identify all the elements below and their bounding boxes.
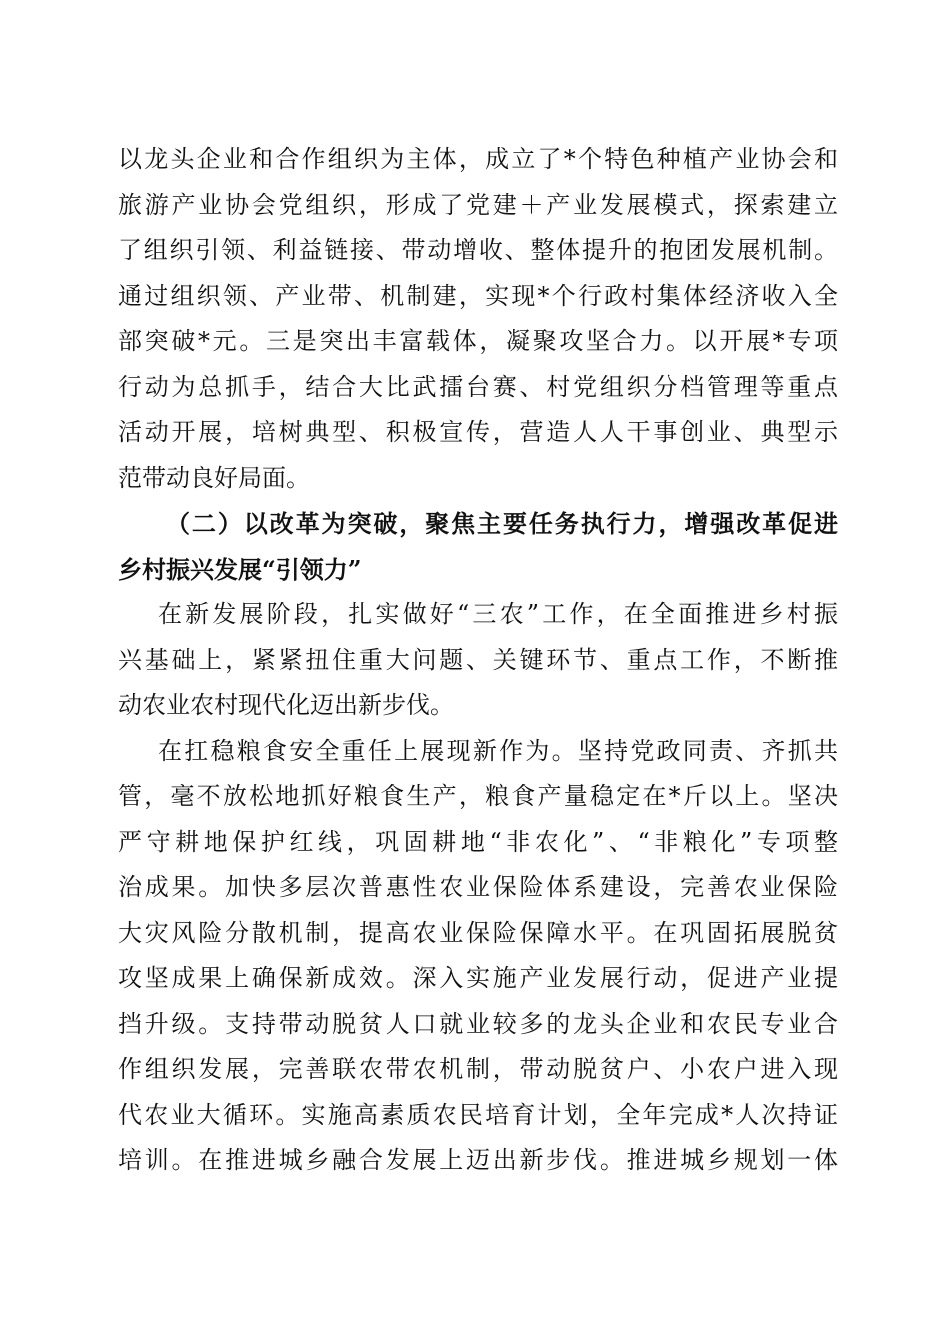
text-line: 代农业大循环。实施高素质农民培育计划，全年完成*人次持证 bbox=[118, 1100, 838, 1129]
text-line: 通过组织领、产业带、机制建，实现*个行政村集体经济收入全 bbox=[118, 281, 838, 310]
text-line: 旅游产业协会党组织，形成了党建＋产业发展模式，探索建立 bbox=[118, 190, 838, 219]
text-line: 以龙头企业和合作组织为主体，成立了*个特色种植产业协会和 bbox=[118, 145, 838, 173]
text-line: 治成果。加快多层次普惠性农业保险体系建设，完善农业保险 bbox=[118, 873, 838, 901]
text-line: 攻坚成果上确保新成效。深入实施产业发展行动，促进产业提 bbox=[118, 964, 838, 992]
text-line: 行动为总抓手，结合大比武擂台赛、村党组织分档管理等重点 bbox=[118, 372, 838, 401]
text-line: 动农业农村现代化迈出新步伐。 bbox=[118, 691, 454, 719]
text-line: 管，毫不放松地抓好粮食生产，粮食产量稳定在*斤以上。坚决 bbox=[118, 782, 838, 810]
text-line: 活动开展，培树典型、积极宣传，营造人人干事创业、典型示 bbox=[118, 418, 838, 446]
section-heading-line: 乡村振兴发展“引领力” bbox=[118, 554, 362, 584]
text-line: 大灾风险分散机制，提高农业保险保障水平。在巩固拓展脱贫 bbox=[118, 918, 838, 947]
text-line: 作组织发展，完善联农带农机制，带动脱贫户、小农户进入现 bbox=[118, 1055, 838, 1083]
section-heading-line: （二）以改革为突破，聚焦主要任务执行力，增强改革促进 bbox=[166, 509, 838, 538]
text-line: 了组织引领、利益链接、带动增收、整体提升的抱团发展机制。 bbox=[118, 236, 838, 264]
text-line: 培训。在推进城乡融合发展上迈出新步伐。推进城乡规划一体 bbox=[118, 1146, 838, 1174]
text-line: 挡升级。支持带动脱贫人口就业较多的龙头企业和农民专业合 bbox=[118, 1009, 838, 1038]
document-body bbox=[118, 137, 838, 1184]
text-line: 在扛稳粮食安全重任上展现新作为。坚持党政同责、齐抓共 bbox=[158, 736, 838, 765]
text-line: 范带动良好局面。 bbox=[118, 463, 310, 492]
text-line: 严守耕地保护红线，巩固耕地“非农化”、“非粮化”专项整 bbox=[118, 827, 838, 856]
text-line: 部突破*元。三是突出丰富载体，凝聚攻坚合力。以开展*专项 bbox=[118, 327, 838, 355]
text-line: 在新发展阶段，扎实做好“三农”工作，在全面推进乡村振 bbox=[158, 600, 838, 628]
text-line: 兴基础上，紧紧扭住重大问题、关键环节、重点工作，不断推 bbox=[118, 645, 838, 674]
